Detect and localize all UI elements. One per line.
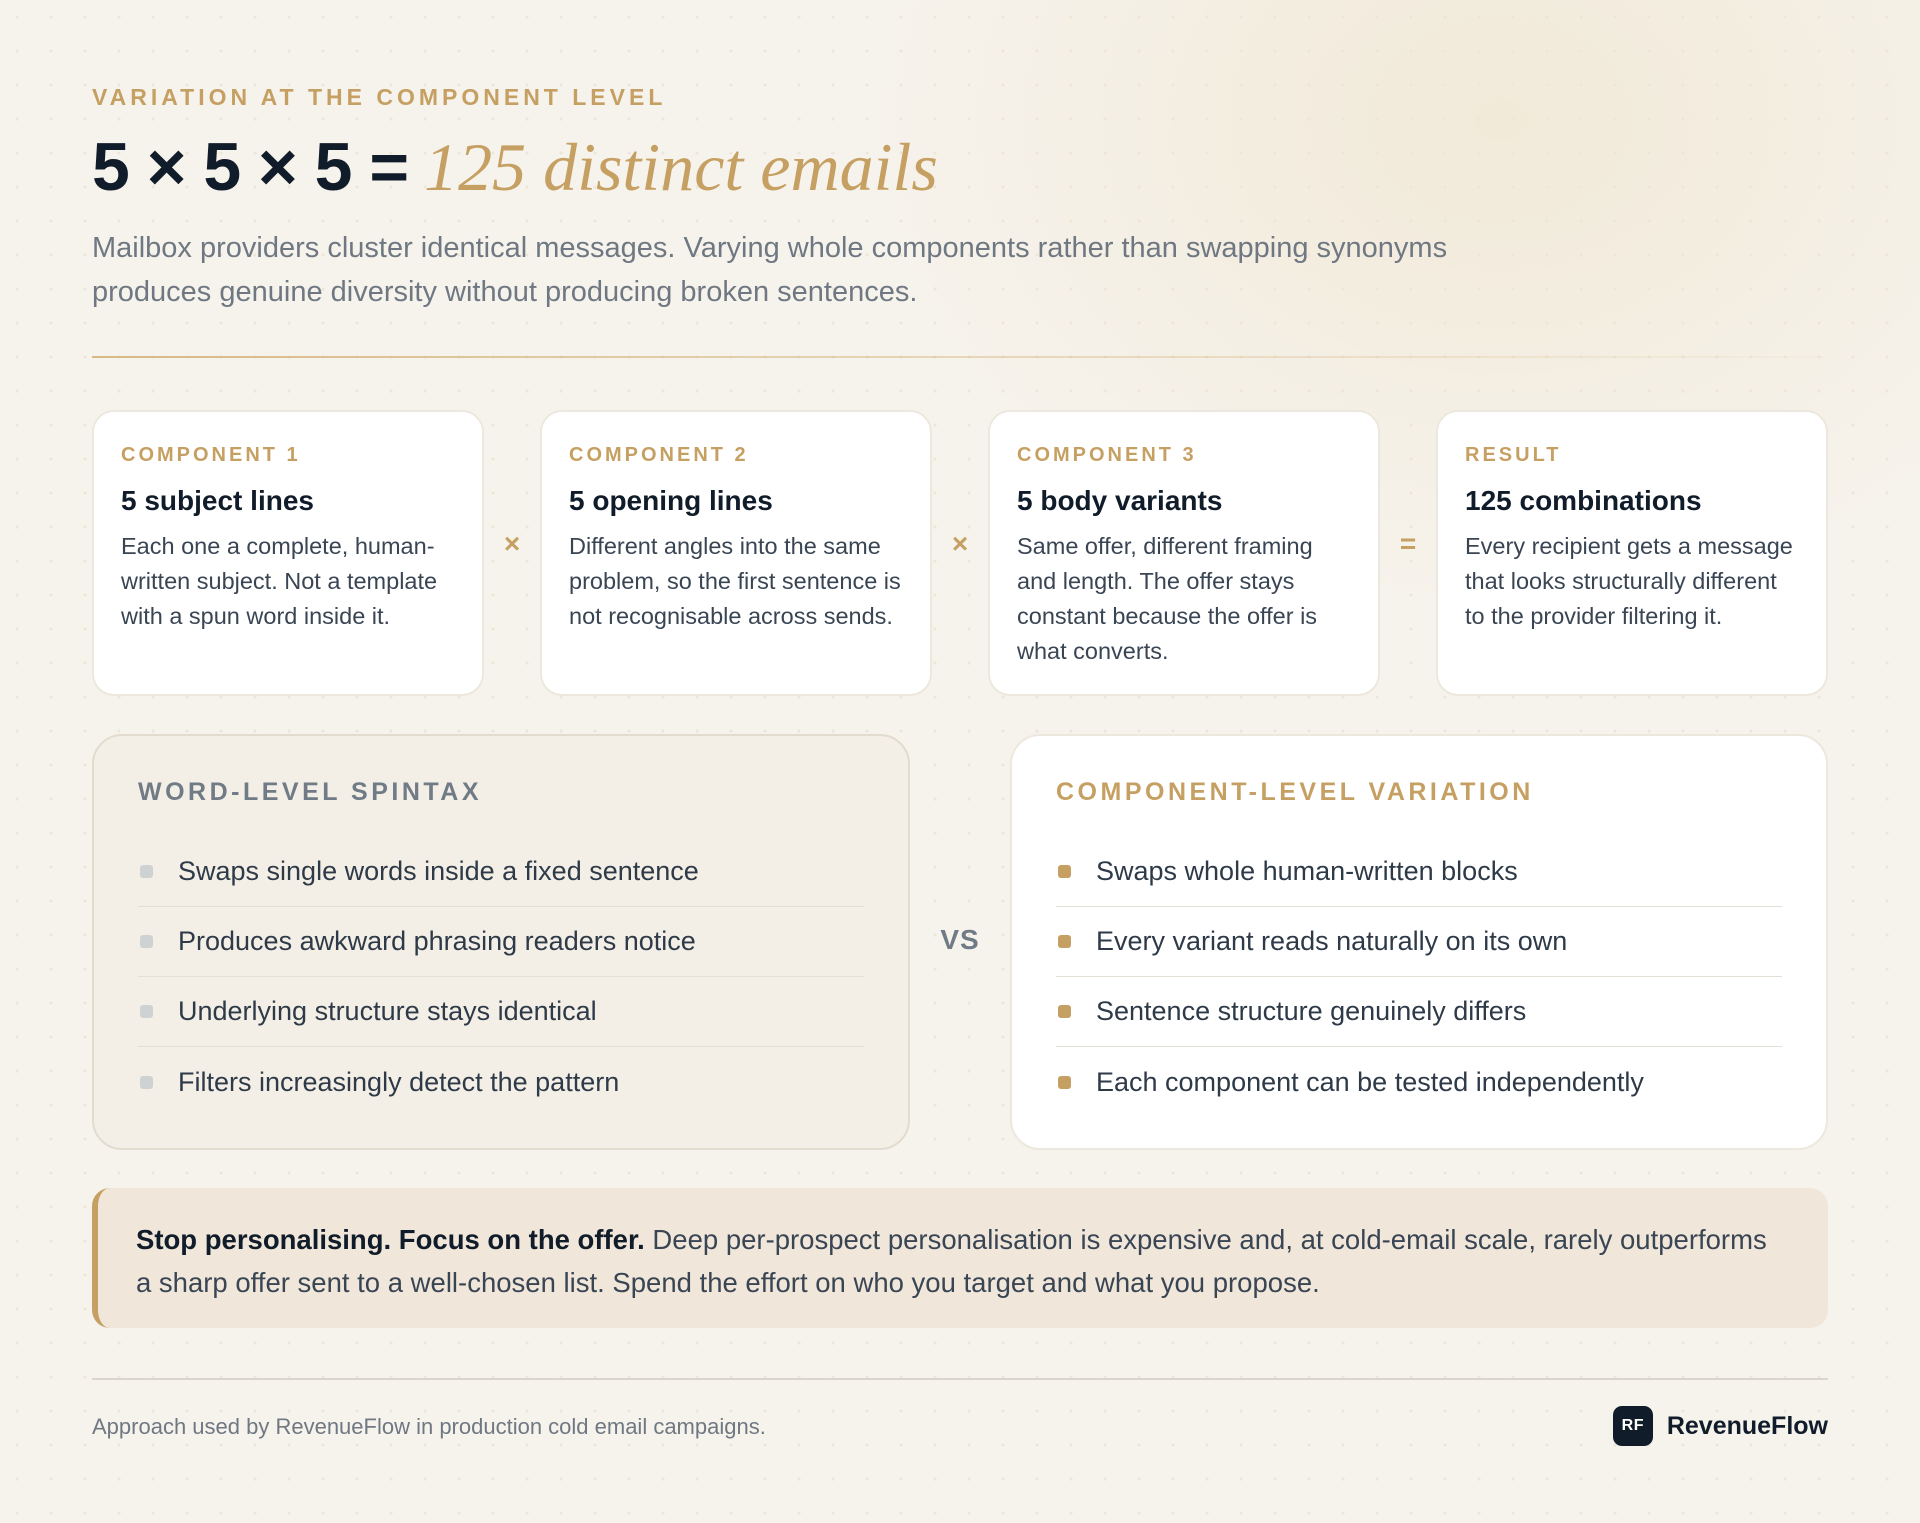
- divider: [92, 356, 1828, 358]
- bullet-icon: [140, 1076, 153, 1089]
- list-item: [1056, 837, 1782, 907]
- footnote: Approach used by RevenueFlow in production cold email campaigns.: [92, 1414, 766, 1439]
- card-title: 5 subject lines: [121, 485, 314, 516]
- bullet-icon: [1058, 935, 1071, 948]
- component-row: [92, 410, 1828, 696]
- list-item-text: Produces awkward phrasing readers notice: [178, 926, 696, 956]
- card-description: Every recipient gets a message that looks structurally different to the provider filtering it.: [1465, 533, 1793, 629]
- bullet-icon: [1058, 1076, 1071, 1089]
- card-label: RESULT: [1465, 444, 1562, 466]
- bullet-icon: [140, 1005, 153, 1018]
- card-label: COMPONENT 1: [121, 444, 301, 466]
- bullet-icon: [1058, 1005, 1071, 1018]
- brand-logo: RF: [1613, 1406, 1653, 1446]
- callout-text: Deep per-prospect personalisation is expensive and, at cold-email scale, rarely outperforms a sharp offer sent to a well-chosen list. Spend the effort on who you target and what you propose.: [136, 1224, 1767, 1298]
- equals-operator: =: [1399, 528, 1417, 559]
- vs-label: VS: [940, 924, 980, 955]
- bullet-icon: [140, 865, 153, 878]
- spintax-panel: [92, 734, 910, 1150]
- card-title: 5 opening lines: [569, 485, 773, 516]
- spintax-list: [138, 837, 864, 1117]
- card-description: Different angles into the same problem, so the first sentence is not recognisable across sends.: [569, 533, 901, 629]
- variation-list: [1056, 837, 1782, 1117]
- list-item-text: Each component can be tested independently: [1096, 1066, 1644, 1097]
- list-item-text: Filters increasingly detect the pattern: [178, 1066, 620, 1097]
- panel-title: WORD-LEVEL SPINTAX: [138, 778, 483, 806]
- eyebrow: VARIATION AT THE COMPONENT LEVEL: [92, 84, 667, 110]
- list-item: [138, 837, 864, 907]
- lede: Mailbox providers cluster identical messages. Varying whole components rather than swapping synonyms produces genuine diversity without producing broken sentences.: [92, 232, 1448, 308]
- list-item: [138, 1047, 864, 1117]
- brand: [1613, 1406, 1828, 1446]
- multiply-operator: ×: [503, 528, 521, 559]
- bullet-icon: [1058, 865, 1071, 878]
- infographic: [92, 0, 1828, 1523]
- component-variation-panel: [1010, 734, 1828, 1150]
- multiply-operator: ×: [951, 528, 969, 559]
- headline-equation: 5 × 5 × 5 =: [92, 129, 409, 205]
- callout: [92, 1188, 1828, 1328]
- card-label: COMPONENT 3: [1017, 444, 1197, 466]
- list-item-text: Swaps whole human-written blocks: [1096, 856, 1518, 886]
- card-label: COMPONENT 2: [569, 444, 749, 466]
- callout-bold: Stop personalising. Focus on the offer.: [136, 1224, 645, 1255]
- bullet-icon: [140, 935, 153, 948]
- component-card-1: [92, 410, 484, 696]
- card-title: 125 combinations: [1465, 485, 1702, 516]
- component-card-3: [988, 410, 1380, 696]
- component-card-2: [540, 410, 932, 696]
- list-item-text: Swaps single words inside a fixed sentence: [178, 856, 699, 886]
- list-item: [1056, 907, 1782, 977]
- card-description: Same offer, different framing and length. The offer stays constant because the offer is what converts.: [1017, 533, 1318, 664]
- panel-title: COMPONENT-LEVEL VARIATION: [1056, 778, 1534, 806]
- list-item: [138, 907, 864, 977]
- list-item: [138, 977, 864, 1047]
- result-card: [1436, 410, 1828, 696]
- brand-name: RevenueFlow: [1666, 1411, 1828, 1440]
- list-item-text: Every variant reads naturally on its own: [1096, 926, 1568, 956]
- list-item-text: Sentence structure genuinely differs: [1096, 996, 1527, 1026]
- card-description: Each one a complete, human-written subject. Not a template with a spun word inside it.: [121, 533, 438, 629]
- headline: [92, 128, 938, 207]
- card-title: 5 body variants: [1017, 485, 1223, 516]
- footer-divider: [92, 1378, 1828, 1380]
- list-item: [1056, 1047, 1782, 1117]
- list-item-text: Underlying structure stays identical: [178, 996, 597, 1026]
- list-item: [1056, 977, 1782, 1047]
- headline-accent: 125 distinct emails: [424, 129, 938, 205]
